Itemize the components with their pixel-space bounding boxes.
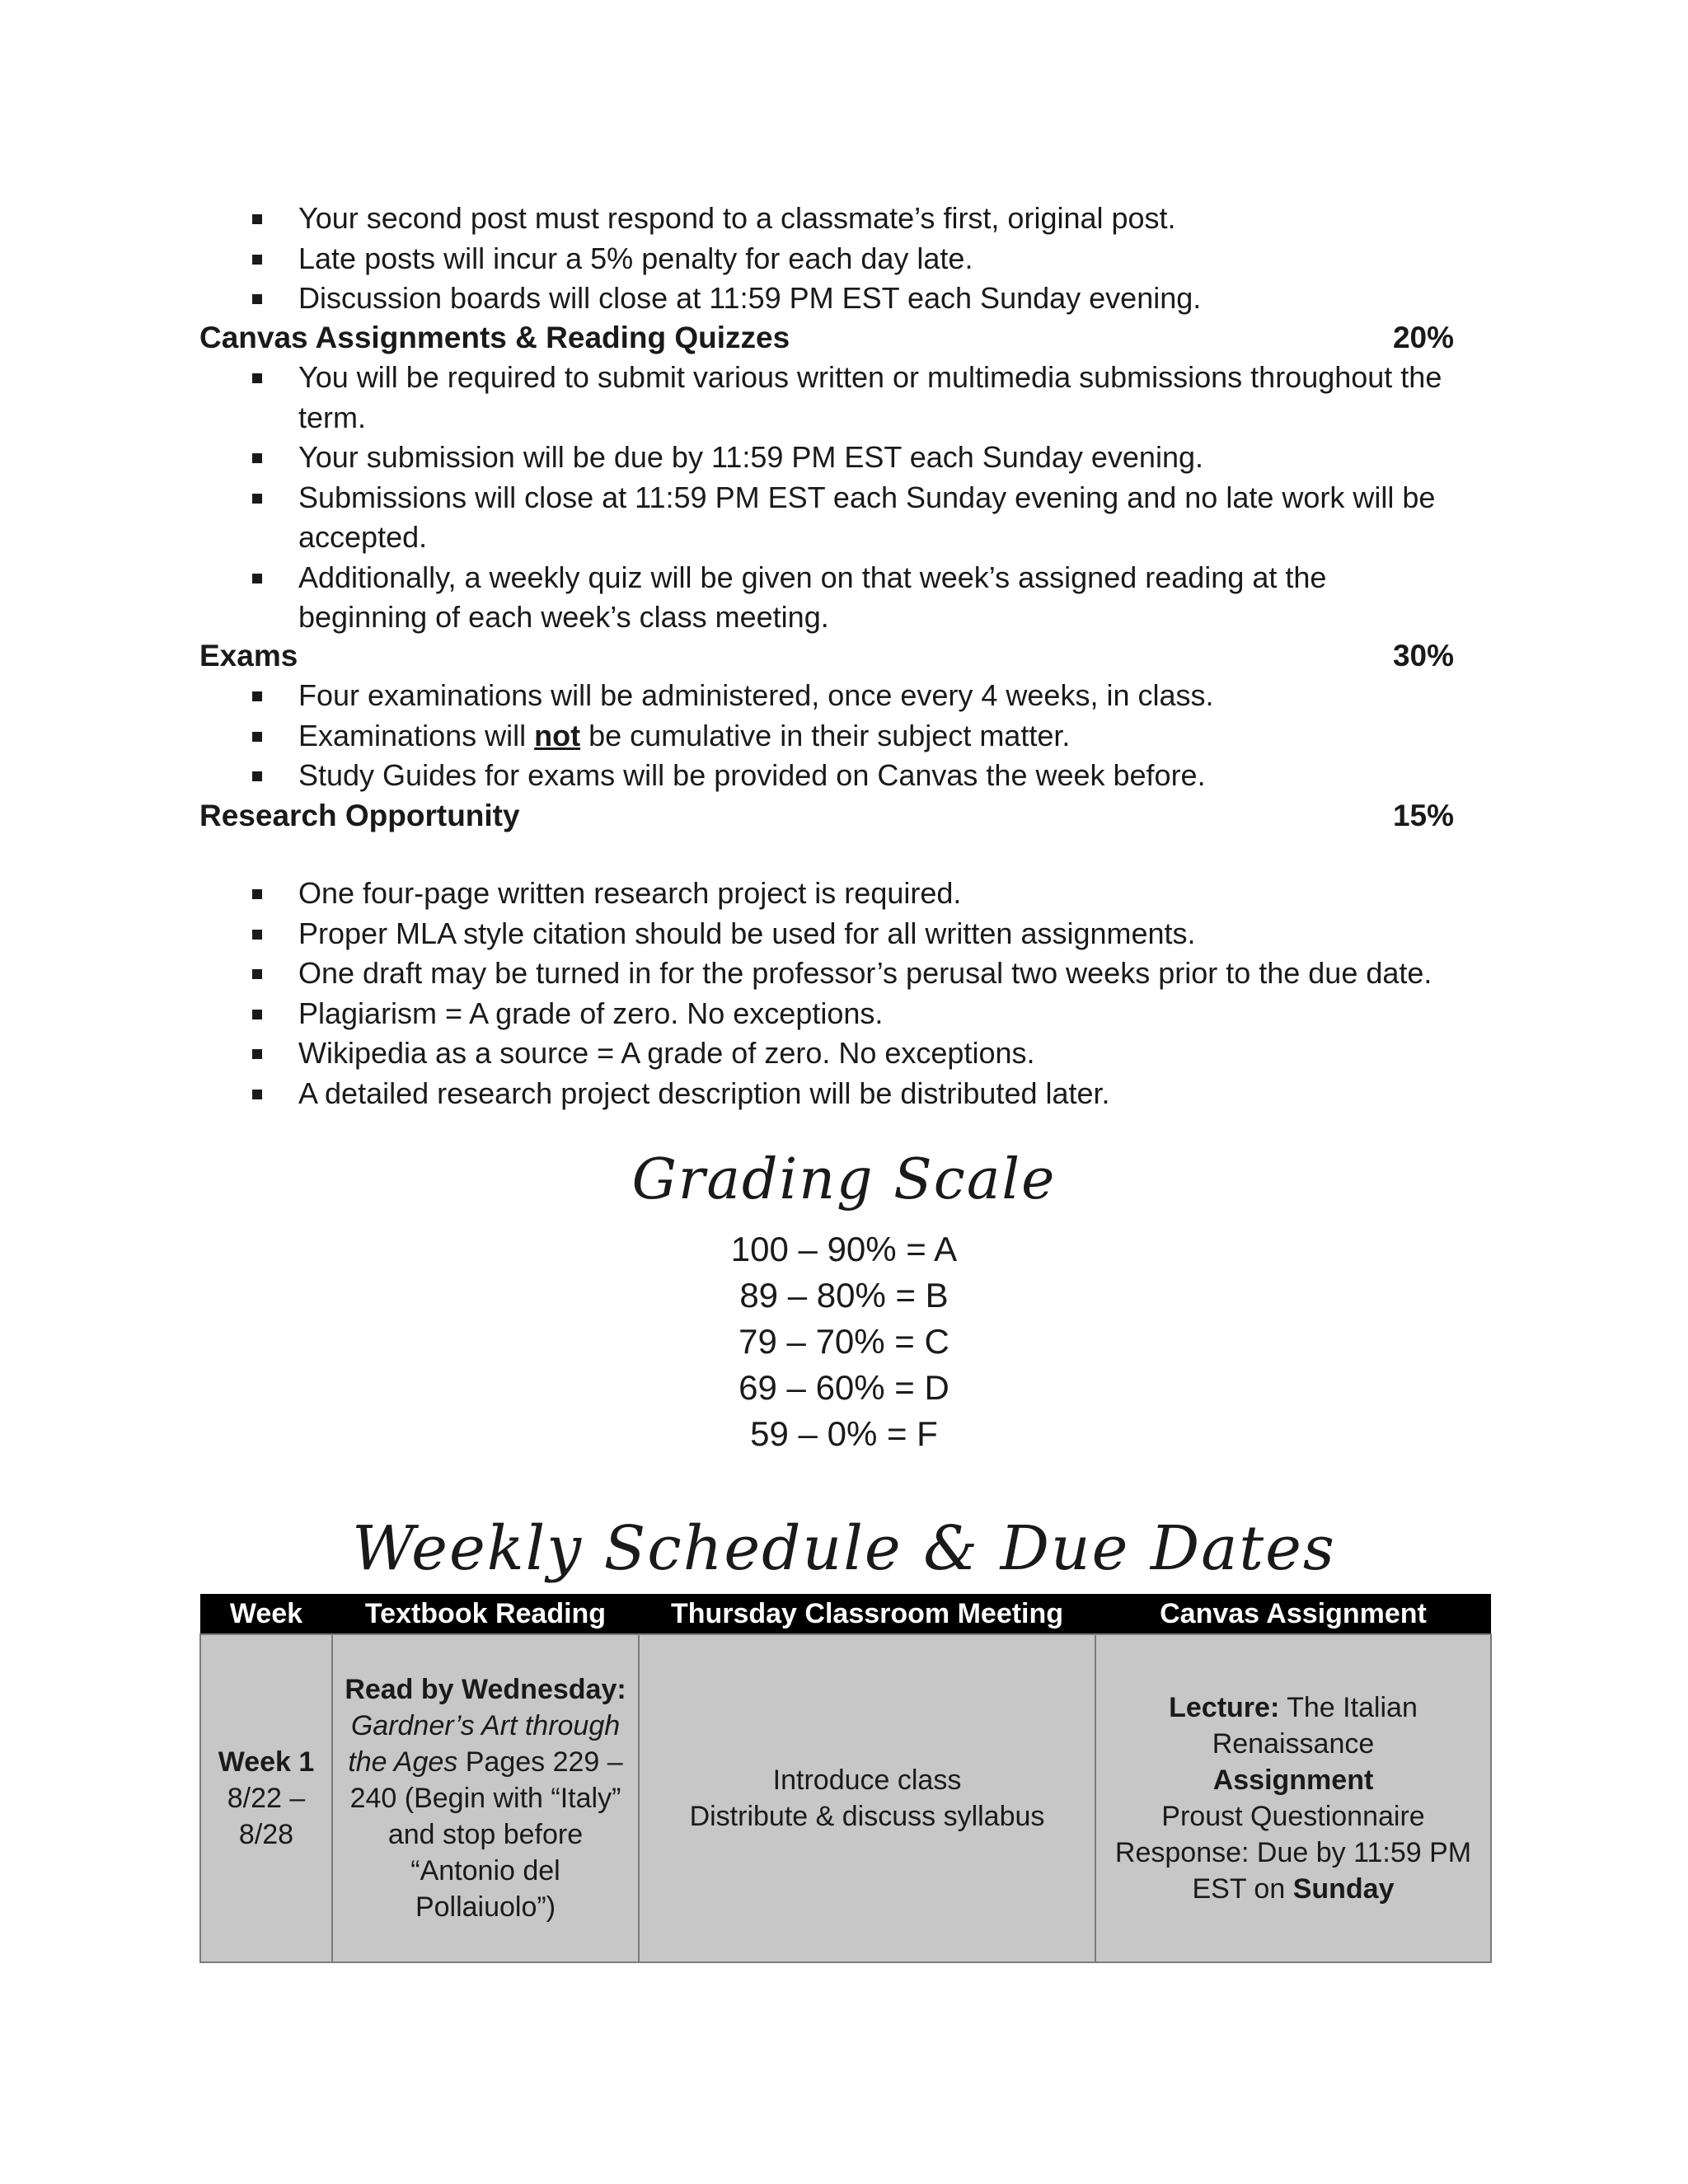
- meeting-cell: [639, 1634, 1095, 1962]
- section-percent: 15%: [1392, 799, 1454, 832]
- list-item: Your second post must respond to a classmate’s first, original post.: [0, 199, 1485, 239]
- section-percent: 20%: [1392, 321, 1454, 354]
- list-item: Wikipedia as a source = A grade of zero. No exceptions.: [0, 1033, 1485, 1074]
- research-bullets: [0, 874, 1485, 1113]
- week-cell: [200, 1634, 332, 1962]
- square-bullet-icon: [252, 930, 262, 940]
- section-title: Canvas Assignments & Reading Quizzes: [199, 321, 790, 354]
- list-item: Late posts will incur a 5% penalty for each day late.: [0, 239, 1485, 279]
- grading-scale-title: Grading Scale: [631, 1147, 1057, 1212]
- list-item: Four examinations will be administered, once every 4 weeks, in class.: [0, 676, 1485, 716]
- list-item: Plagiarism = A grade of zero. No exceptions.: [0, 994, 1485, 1034]
- square-bullet-icon: [252, 732, 262, 742]
- square-bullet-icon: [252, 771, 262, 781]
- reading-text: Gardner’s Art through the Ages Pages 229 – 240 (Begin with “Italy” and stop before “Antonio del Pollaiuolo”): [348, 1710, 623, 1923]
- schedule-table: [199, 1594, 1492, 1963]
- square-bullet-icon: [252, 255, 262, 265]
- column-header: Thursday Classroom Meeting: [639, 1594, 1095, 1634]
- textbook-title: Gardner’s Art through the Ages: [348, 1710, 621, 1778]
- lecture-line: Lecture: The Italian Renaissance: [1169, 1692, 1418, 1760]
- list-item: Submissions will close at 11:59 PM EST each Sunday evening and no late work will be accepted.: [0, 478, 1459, 558]
- list-item: Study Guides for exams will be provided on Canvas the week before.: [0, 756, 1485, 796]
- week-dates-start: 8/22 –: [227, 1783, 306, 1814]
- section-title: Exams: [199, 639, 298, 673]
- list-item: Examinations will not be cumulative in their subject matter.: [0, 716, 1485, 757]
- list-item: 100 – 90% = A: [730, 1230, 958, 1268]
- square-bullet-icon: [252, 494, 262, 504]
- square-bullet-icon: [252, 294, 262, 304]
- square-bullet-icon: [252, 969, 262, 979]
- emphasis-not: not: [534, 718, 581, 752]
- reading-cell: [332, 1634, 639, 1962]
- canvas-bullets: [0, 358, 1485, 638]
- list-item: 89 – 80% = B: [739, 1276, 949, 1315]
- assignment-text: Proust Questionnaire Response: Due by 11:59 PM EST on Sunday: [1114, 1801, 1472, 1905]
- square-bullet-icon: [252, 889, 262, 899]
- list-item: A detailed research project description will be distributed later.: [0, 1074, 1485, 1114]
- grading-scale-list: [0, 1226, 1688, 1457]
- assignment-label: Assignment: [1212, 1765, 1374, 1796]
- column-header: Canvas Assignment: [1095, 1594, 1491, 1634]
- canvas-section-heading: [199, 318, 1454, 358]
- table-row: [200, 1634, 1491, 1962]
- column-header: Textbook Reading: [332, 1594, 639, 1634]
- list-item: Proper MLA style citation should be used for all written assignments.: [0, 914, 1485, 954]
- list-item: One four-page written research project is required.: [0, 874, 1485, 914]
- meeting-line: Distribute & discuss syllabus: [689, 1801, 1045, 1832]
- square-bullet-icon: [252, 574, 262, 583]
- list-item: Discussion boards will close at 11:59 PM EST each Sunday evening.: [0, 279, 1485, 319]
- square-bullet-icon: [252, 1010, 262, 1019]
- schedule-title: Weekly Schedule & Due Dates: [352, 1513, 1336, 1584]
- square-bullet-icon: [252, 373, 262, 383]
- square-bullet-icon: [252, 1090, 262, 1099]
- list-item: You will be required to submit various written or multimedia submissions throughout the term.: [0, 358, 1459, 438]
- week-dates-end: 8/28: [238, 1819, 294, 1850]
- square-bullet-icon: [252, 214, 262, 224]
- section-percent: 30%: [1392, 639, 1454, 673]
- list-item: One draft may be turned in for the professor’s perusal two weeks prior to the due date.: [0, 954, 1485, 994]
- table-header-row: [200, 1594, 1491, 1634]
- exams-section-heading: [199, 636, 1454, 676]
- exams-bullets: [0, 676, 1485, 796]
- assignment-cell: [1095, 1634, 1491, 1962]
- list-item: Additionally, a weekly quiz will be given on that week’s assigned reading at the beginning of each week’s class meeting.: [0, 558, 1378, 638]
- list-item: 69 – 60% = D: [738, 1368, 950, 1407]
- list-item: 59 – 0% = F: [750, 1414, 938, 1453]
- meeting-line: Introduce class: [772, 1765, 962, 1796]
- list-item: Your submission will be due by 11:59 PM EST each Sunday evening.: [0, 438, 1485, 478]
- square-bullet-icon: [252, 453, 262, 463]
- week-label: Week 1: [218, 1746, 315, 1778]
- discussion-bullets: [0, 199, 1485, 319]
- list-item: 79 – 70% = C: [738, 1322, 950, 1361]
- square-bullet-icon: [252, 1049, 262, 1059]
- research-section-heading: [199, 796, 1454, 836]
- section-title: Research Opportunity: [199, 799, 520, 832]
- square-bullet-icon: [252, 691, 262, 701]
- column-header: Week: [200, 1594, 332, 1634]
- reading-lead: Read by Wednesday:: [345, 1674, 626, 1705]
